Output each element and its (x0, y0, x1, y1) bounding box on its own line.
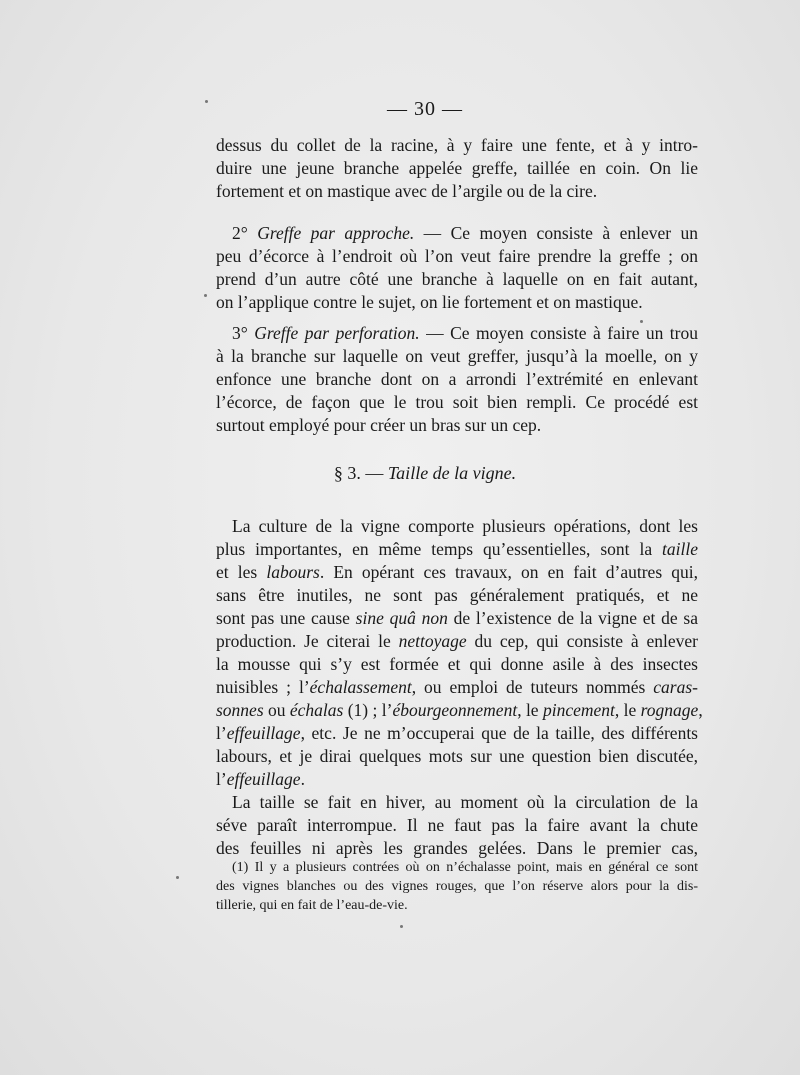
text-line (216, 722, 698, 745)
page-number: — 30 — (387, 98, 463, 120)
footnote-line: des vignes blanches ou des vignes rouges, que l’on réserve alors pour la dis- (216, 879, 698, 894)
text-fragment: de l’existence de la vigne et de sa (447, 608, 698, 628)
emphasis-term: pincement (542, 700, 615, 720)
text-fragment: , le (517, 700, 543, 720)
section-number: § 3. — (333, 463, 388, 483)
text-line (216, 322, 698, 345)
list-number: 3° (232, 323, 255, 343)
text-fragment: l’ (216, 769, 227, 789)
list-number: 2° (232, 223, 258, 243)
paragraph-taille-hiver (216, 791, 698, 860)
text-fragment: , etc. Je ne m’occuperai que de la taille, des différents (300, 723, 698, 743)
text-line: on l’applique contre le sujet, on lie fortement et on mastique. (216, 292, 643, 312)
text-fragment: ou (263, 700, 290, 720)
scan-speck (204, 294, 207, 297)
scan-speck (640, 320, 643, 323)
text-line: l’écorce, de façon que le trou soit bien rempli. Ce procédé est (216, 392, 698, 412)
emphasis-term: échalas (289, 700, 344, 720)
text-fragment: . En opérant ces travaux, on en fait d’autres qui, (319, 562, 699, 582)
text-line: à la branche sur laquelle on veut greffer, jusqu’à la moelle, on y (216, 346, 698, 366)
text-line: duire une jeune branche appelée greffe, taillée en coin. On lie (216, 158, 698, 178)
scan-speck (205, 100, 208, 103)
emphasis-term: sine quâ non (355, 608, 448, 628)
scan-speck (400, 925, 403, 928)
text-line: peu d’écorce à l’endroit où l’on veut faire prendre la greffe ; on (216, 246, 698, 266)
text-line: enfonce une branche dont on a arrondi l’extrémité en enlevant (216, 369, 698, 389)
paragraph-greffe-fente-end (216, 134, 698, 203)
text-line (216, 561, 698, 584)
text-line: sans être inutiles, ne sont pas généralement pratiqués, et ne (216, 585, 698, 605)
emphasis-term: effeuillage (226, 723, 301, 743)
text-fragment: . (300, 769, 305, 789)
text-fragment: , le (614, 700, 641, 720)
footnote-line: (1) Il y a plusieurs contrées où on n’échalasse point, mais en général ce sont (232, 860, 698, 875)
text-fragment: — Ce moyen consiste à enlever un (414, 223, 698, 243)
footnote (216, 858, 698, 915)
text-line: séve paraît interrompue. Il ne faut pas la faire avant la chute (216, 815, 698, 835)
text-line: la mousse qui s’y est formée et qui donne asile à des insectes (216, 654, 698, 674)
text-fragment: et les (216, 562, 267, 582)
paragraph-title: Greffe par perforation. (254, 323, 420, 343)
scan-speck (176, 876, 179, 879)
text-line: La taille se fait en hiver, au moment où la circulation de la (232, 792, 698, 812)
text-line: des feuilles ni après les grandes gelées. Dans le premier cas, (216, 838, 698, 858)
text-fragment: du cep, qui consiste à enlever (466, 631, 698, 651)
emphasis-term: rognage (640, 700, 699, 720)
text-line (216, 607, 698, 630)
text-line: surtout employé pour créer un bras sur un cep. (216, 415, 542, 435)
emphasis-term: labours (266, 562, 320, 582)
footnote-line: tillerie, qui en fait de l’eau-de-vie. (216, 898, 408, 913)
text-fragment: nuisibles ; l’ (216, 677, 310, 697)
paragraph-greffe-approche (216, 222, 698, 314)
section-title: Taille de la vigne. (387, 463, 517, 483)
text-fragment: — Ce moyen consiste à faire un trou (419, 323, 698, 343)
text-line (216, 676, 698, 699)
paragraph-culture-vigne (216, 515, 703, 791)
footnote-reference: (1) ; l’ (343, 700, 393, 720)
text-line (216, 630, 698, 653)
text-fragment: , (698, 700, 703, 720)
emphasis-term: effeuillage (226, 769, 301, 789)
text-line (216, 538, 698, 561)
text-line: fortement et on mastique avec de l’argile ou de la cire. (216, 181, 598, 201)
text-fragment: , ou emploi de tuteurs nommés (411, 677, 654, 697)
emphasis-term: taille (662, 539, 698, 559)
emphasis-term: échalassement (309, 677, 412, 697)
paragraph-title: Greffe par approche. (257, 223, 415, 243)
text-line: La culture de la vigne comporte plusieurs opérations, dont les (232, 516, 698, 536)
emphasis-term: caras- (653, 677, 698, 697)
text-fragment: plus importantes, en même temps qu’essentielles, sont la (216, 539, 663, 559)
text-line (216, 222, 698, 245)
emphasis-term: ébourgeonnement (392, 700, 518, 720)
text-line: prend d’un autre côté une branche à laquelle on en fait autant, (216, 269, 698, 289)
section-heading (0, 463, 800, 484)
text-fragment: l’ (216, 723, 227, 743)
text-line (216, 768, 698, 791)
paragraph-greffe-perforation (216, 322, 698, 437)
emphasis-term: sonnes (216, 700, 264, 720)
text-line: labours, et je dirai quelques mots sur une question bien discutée, (216, 746, 698, 766)
emphasis-term: nettoyage (398, 631, 467, 651)
text-fragment: production. Je citerai le (216, 631, 399, 651)
text-line (216, 699, 703, 722)
text-line: dessus du collet de la racine, à y faire une fente, et à y intro- (216, 135, 698, 155)
text-fragment: sont pas une cause (216, 608, 356, 628)
